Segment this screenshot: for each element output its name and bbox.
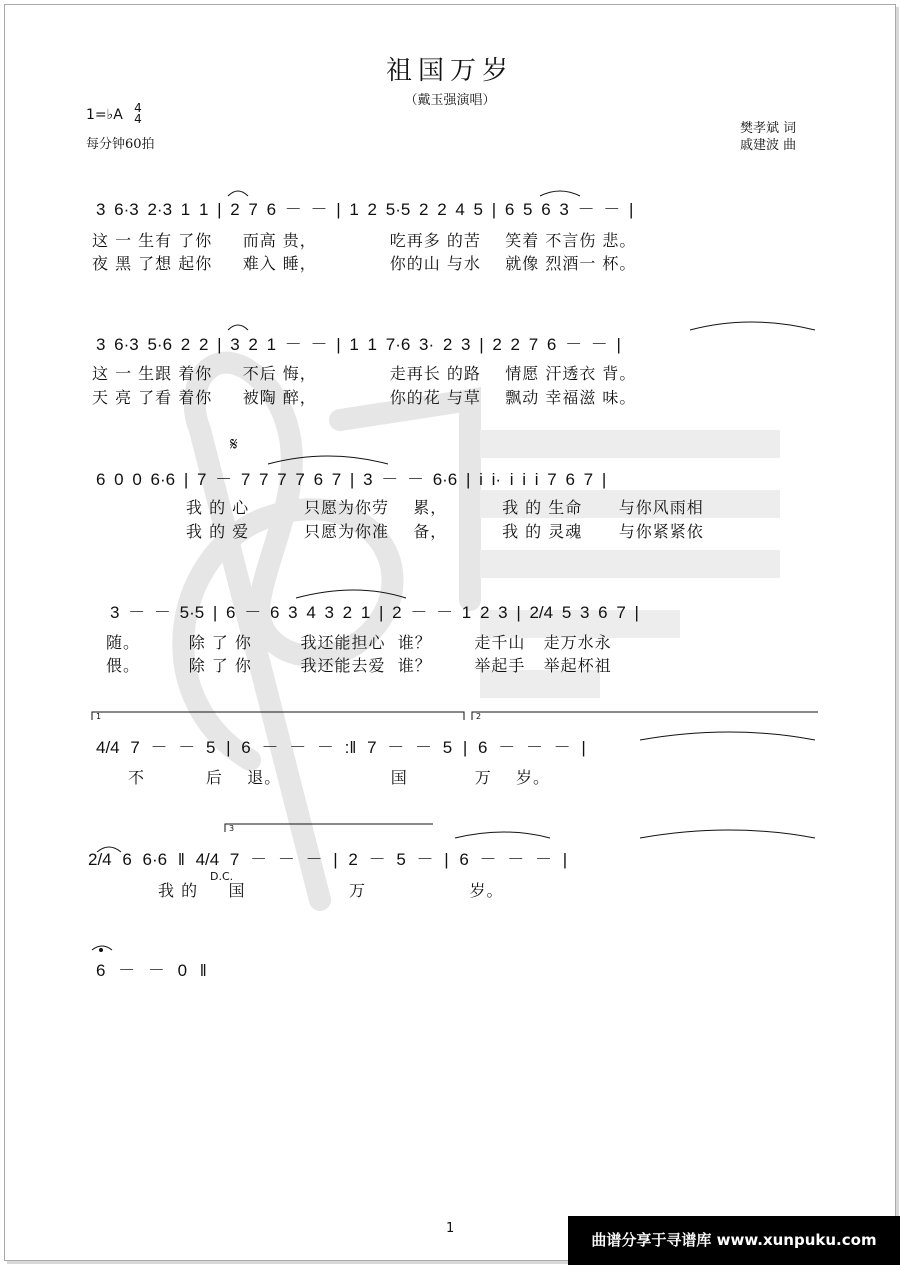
tempo-marking: 每分钟60拍 xyxy=(86,137,155,152)
song-title: 祖国万岁 xyxy=(385,56,514,86)
row-2-lyric-verse-1: 这 一 生跟 着你 不后 悔， 走再长 的路 情愿 汗透衣 背。 xyxy=(92,364,637,383)
row-2-notes: 3 6·3 5·6 2 2 | 3 2 1 － － | 1 1 7·6 3· 2 3 | 2 2 7 6 － － | xyxy=(96,335,621,354)
row-3-notes: 6 0 0 6·6 | 7 － 7 7 7 7 6 7 | 3 － － 6·6 | i i· i i i 7 6 7 | xyxy=(96,470,607,489)
page-number: 1 xyxy=(446,1221,455,1236)
row-1-lyric-verse-1: 这 一 生有 了你 而高 贵， 吃再多 的苦 笑着 不言伤 悲。 xyxy=(92,231,637,250)
performer-note: （戴玉强演唱） xyxy=(404,93,496,108)
lyricist-credit: 樊孝斌 词 xyxy=(740,121,797,136)
volta-3-label: 3 xyxy=(229,824,235,833)
row-6-notes: 2/4 6 6·6 ‖ 4/4 7 － － － | 2 － 5 － | 6 － － － | xyxy=(88,850,568,869)
segno-icon: 𝄋 xyxy=(230,434,238,455)
volta-2-label: 2 xyxy=(476,712,482,721)
key-signature: 1=♭A xyxy=(86,107,123,123)
composer-credit: 戚建波 曲 xyxy=(740,138,797,153)
row-4-lyric-verse-1: 随。 除 了 你 我还能担心 谁？ 走千山 走万水永 xyxy=(106,633,612,652)
row-6-lyric: 我 的 国 万 岁。 xyxy=(158,881,504,900)
row-2-lyric-verse-2: 天 亮 了看 着你 被陶 醉， 你的花 与草 飘动 幸福滋 味。 xyxy=(92,388,637,407)
row-1-lyric-verse-2: 夜 黑 了想 起你 难入 睡， 你的山 与水 就像 烈酒一 杯。 xyxy=(92,254,637,273)
row-7-notes: 6 － － 0 ‖ xyxy=(96,961,207,980)
footer-banner: 曲谱分享于寻谱库 www.xunpuku.com xyxy=(568,1216,900,1265)
row-4-notes: 3 － － 5·5 | 6 － 6 3 4 3 2 1 | 2 － － 1 2 3 | 2/4 5 3 6 7 | xyxy=(110,603,639,622)
row-4-lyric-verse-2: 偎。 除 了 你 我还能去爱 谁？ 举起手 举起杯祖 xyxy=(106,656,612,675)
da-capo-marking: D.C. xyxy=(210,870,234,883)
row-5-notes: 4/4 7 － － 5 | 6 － － － :‖ 7 － － 5 | 6 － － － | xyxy=(96,738,586,757)
row-5-lyric: 不 后 退。 国 万 岁。 xyxy=(128,768,551,787)
row-3-lyric-verse-2: 我 的 爱 只愿为你准 备， 我 的 灵魂 与你紧紧依 xyxy=(186,522,704,541)
row-1-notes: 3 6·3 2·3 1 1 | 2 7 6 － － | 1 2 5·5 2 2 4 5 | 6 5 6 3 － － | xyxy=(96,200,634,219)
row-3-lyric-verse-1: 我 的 心 只愿为你劳 累， 我 的 生命 与你风雨相 xyxy=(186,498,704,517)
time-signature: 4 4 xyxy=(134,101,142,126)
volta-1-label: 1 xyxy=(96,712,102,721)
